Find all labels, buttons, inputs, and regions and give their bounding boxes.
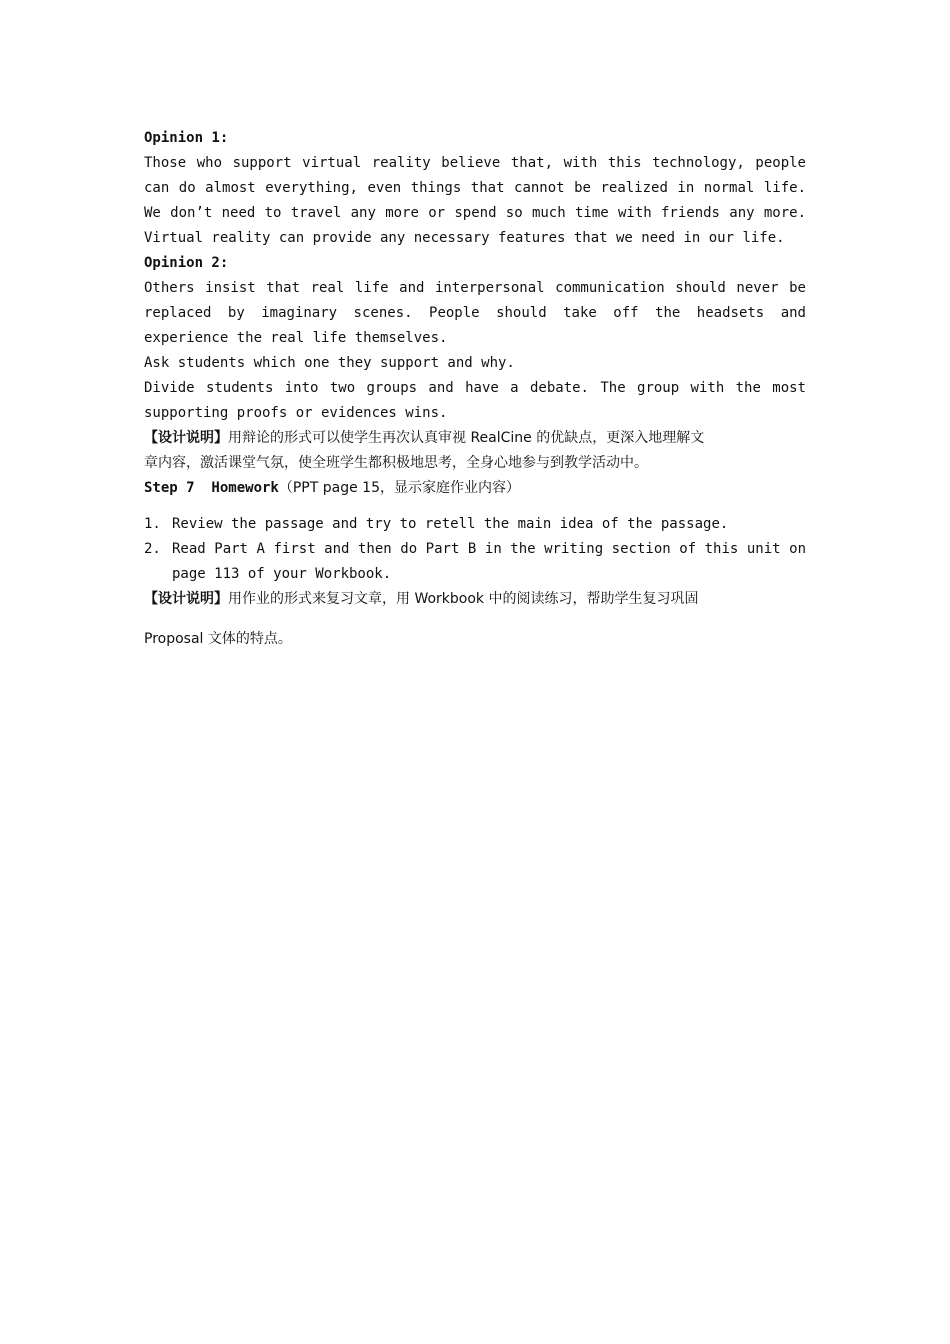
opinion2-line: experience the real life themselves.	[144, 330, 448, 346]
opinion2-line: Others insist that real life and interpersonal communication should never be	[144, 280, 806, 296]
step7-note: （PPT page 15，显示家庭作业内容）	[278, 480, 520, 496]
design-note-text: 用辩论的形式可以使学生再次认真审视 RealCine 的优缺点，更深入地理解文	[228, 430, 705, 446]
opinion2-line: replaced by imaginary scenes. People should take off the headsets and	[144, 305, 806, 321]
homework-list	[144, 512, 806, 587]
list-item	[144, 512, 806, 537]
step7-heading	[144, 476, 806, 501]
design-note-text: 用作业的形式来复习文章，用 Workbook 中的阅读练习，帮助学生复习巩固	[228, 591, 699, 607]
design-note-1	[144, 426, 806, 476]
list-text: page 113 of your Workbook.	[172, 566, 392, 582]
opinion2-heading: Opinion 2:	[144, 255, 229, 271]
opinion1-heading: Opinion 1:	[144, 130, 229, 146]
design-note-text: Proposal 文体的特点。	[144, 631, 292, 647]
ask-students-line: Ask students which one they support and why.	[144, 355, 515, 371]
design-note-text: 章内容，激活课堂气氛，使全班学生都积极地思考，全身心地参与到教学活动中。	[144, 455, 648, 471]
divide-line: Divide students into two groups and have a debate. The group with the most	[144, 380, 806, 396]
opinion1-line: can do almost everything, even things that cannot be realized in normal life.	[144, 180, 806, 196]
opinion1-line: Those who support virtual reality believe that, with this technology, people	[144, 155, 806, 171]
list-text: Review the passage and try to retell the main idea of the passage.	[172, 516, 729, 532]
opinion1-paragraph	[144, 151, 806, 251]
design-note-label: 【设计说明】	[144, 591, 228, 607]
document-body	[144, 126, 806, 652]
divide-line: supporting proofs or evidences wins.	[144, 405, 448, 421]
divide-paragraph	[144, 376, 806, 426]
design-note-2	[144, 587, 806, 652]
opinion1-line: We don’t need to travel any more or spend so much time with friends any more.	[144, 205, 806, 221]
list-number: 2.	[144, 541, 161, 557]
opinion2-paragraph	[144, 276, 806, 351]
list-number: 1.	[144, 516, 161, 532]
design-note-label: 【设计说明】	[144, 430, 228, 446]
list-text: Read Part A first and then do Part B in the writing section of this unit on	[172, 541, 806, 557]
list-item	[144, 537, 806, 587]
step7-label: Step 7 Homework	[144, 480, 279, 496]
opinion1-line: Virtual reality can provide any necessary features that we need in our life.	[144, 230, 785, 246]
